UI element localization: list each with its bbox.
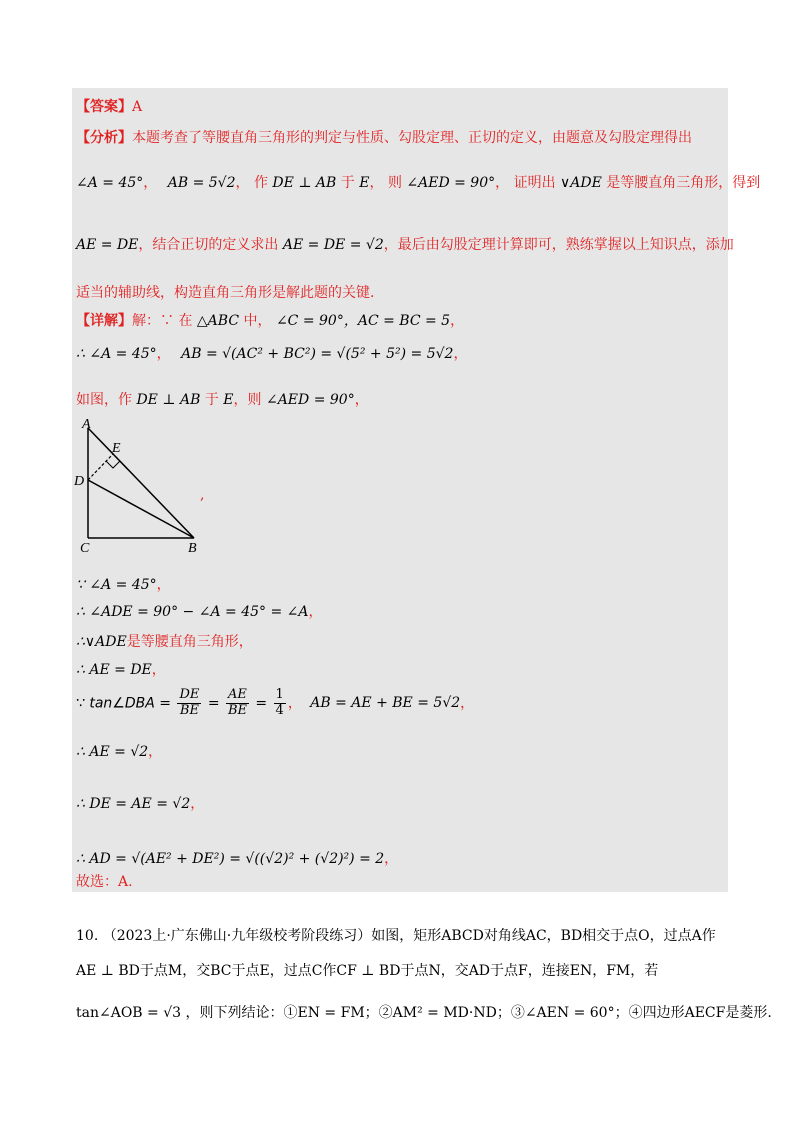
analysis-label: 【分析】 — [76, 130, 132, 146]
detail-text-3c: 于 — [204, 392, 219, 408]
math-step-3: ∴∨ADE — [76, 634, 127, 650]
text-zhengming: 证明出 — [513, 175, 556, 191]
math-tri-abc: △ABC — [196, 313, 240, 329]
detail-text-3e: ，则 — [233, 392, 262, 408]
math-step-4: ∴ AE = DE — [76, 662, 152, 678]
detail-text-1a: 解：∵ 在 — [132, 313, 193, 329]
step-5: ∵ tan∠DBA = $\frac{DE}{BE}$ = $\frac{AE}{BE}$ = $\frac{1}{4}$ ， AB = AE + BE = 5√2， — [76, 687, 475, 718]
step-1: ∵ ∠A = 45°， — [76, 577, 171, 593]
math-ae-de-root2: AE = DE = √2 — [282, 237, 384, 253]
answer-line — [76, 100, 142, 114]
math-ab-pythag: AB = √(AC² + BC²) = √(5² + 5²) = 5√2 — [181, 346, 454, 362]
text-zuo: 作 — [253, 175, 268, 191]
analysis-line-3 — [76, 238, 734, 252]
math-step-1: ∵ ∠A = 45° — [76, 577, 157, 593]
conclusion-text: 故选：A. — [76, 874, 133, 890]
math-ae-de: AE = DE — [76, 237, 139, 253]
math-step-2: ∴ ∠ADE = 90° − ∠A = 45° = ∠A — [76, 604, 309, 620]
math-step-6: ∴ AE = √2 — [76, 744, 149, 760]
detail-line-1: 【详解】解：∵ 在 △ABC 中， ∠C = 90°，AC = BC = 5， — [76, 313, 465, 329]
frac1-top: DE — [179, 687, 200, 702]
answer-value: A — [132, 99, 143, 115]
question-line-3: tan∠AOB = √3 ，则下列结论：①EN = FM；②AM² = MD·ND；③∠AEN = 60°；④四边形AECF是菱形. — [76, 1005, 772, 1021]
math-angle-aed-2: ∠AED = 90° — [265, 392, 355, 408]
math-step-7: ∴ DE = AE = √2 — [76, 796, 191, 812]
eq-1: = — [207, 695, 220, 712]
detail-line-3: 如图，作 DE ⊥ AB 于 E，则 ∠AED = 90°， — [76, 392, 369, 408]
step-4: ∴ AE = DE， — [76, 662, 166, 678]
detail-text-3a: 如图，作 — [76, 392, 132, 408]
detail-text-1c: 中， — [243, 313, 272, 329]
text-conclusion: 是等腰直角三角形，得到 — [606, 175, 761, 191]
math-tri-ade: ∨ADE — [560, 175, 602, 191]
math-ab-sum: AB = AE + BE = 5√2 — [310, 695, 461, 712]
math-angle-aed: ∠AED = 90° — [406, 175, 496, 191]
math-angle-a: ∠A = 45° — [76, 175, 144, 191]
text-yu: 于 — [340, 175, 355, 191]
frac3-top: 1 — [275, 687, 284, 702]
step-7: ∴ DE = AE = √2， — [76, 796, 205, 812]
label-e: E — [112, 441, 121, 456]
frac2-top: AE — [228, 687, 247, 702]
fraction-ae-be — [226, 688, 249, 719]
question-line-1: 10. （2023上·广东佛山·九年级校考阶段练习）如图，矩形ABCD对角线AC，BD相交于点O，过点A作 — [76, 928, 716, 944]
detail-label: 【详解】 — [76, 313, 132, 329]
conclusion-line — [76, 875, 133, 889]
eq-2: = — [255, 695, 268, 712]
math-given: ∠C = 90°，AC = BC = 5 — [275, 313, 451, 329]
label-b: B — [188, 541, 197, 554]
answer-label: 【答案】 — [76, 99, 132, 115]
analysis-line-4 — [76, 286, 374, 300]
math-e: E — [359, 175, 370, 191]
triangle-figure — [74, 418, 214, 554]
frac1-bot: BE — [179, 702, 199, 718]
math-ab: AB = 5√2 — [167, 175, 236, 191]
frac3-bot: 4 — [275, 702, 284, 718]
label-d: D — [74, 474, 85, 489]
step-2: ∴ ∠ADE = 90° − ∠A = 45° = ∠A， — [76, 604, 323, 620]
analysis-text-1: 本题考查了等腰直角三角形的判定与性质、勾股定理、正切的定义，由题意及勾股定理得出 — [132, 130, 692, 146]
fraction-de-be — [177, 688, 201, 719]
frac2-bot: BE — [227, 702, 247, 718]
text-ze: 则 — [387, 175, 402, 191]
analysis-text-3b: ，最后由勾股定理计算即可，熟练掌握以上知识点，添加 — [383, 237, 734, 253]
analysis-text-3a: ，结合正切的定义求出 — [138, 237, 279, 253]
step-6: ∴ AE = √2， — [76, 744, 163, 760]
detail-line-2: ∴ ∠A = 45°， AB = √(AC² + BC²) = √(5² + 5²) = 5√2， — [76, 346, 468, 362]
label-c: C — [80, 541, 90, 554]
figure-comma: , — [200, 487, 205, 503]
math-de-perp-ab-2: DE ⊥ AB — [136, 392, 201, 408]
math-tan: ∵ tan∠DBA = — [76, 695, 171, 712]
analysis-text-4: 适当的辅助线，构造直角三角形是解此题的关键. — [76, 285, 375, 301]
math-e-2: E — [223, 392, 234, 408]
analysis-line-2: ∠A = 45°， AB = 5√2， 作 DE ⊥ AB 于 E， 则 ∠AED = 90°， 证明出 ∨ADE 是等腰直角三角形，得到 — [76, 175, 761, 191]
step-3 — [76, 635, 253, 649]
step-8: ∴ AD = √(AE² + DE²) = √((√2)² + (√2)²) = 2， — [76, 851, 399, 867]
question-line-2: AE ⊥ BD于点M，交BC于点E，过点C作CF ⊥ BD于点N，交AD于点F，连接EN，FM，若 — [76, 963, 659, 979]
fraction-one-quarter — [274, 688, 286, 719]
math-de-perp-ab: DE ⊥ AB — [272, 175, 337, 191]
math-step-8: ∴ AD = √(AE² + DE²) = √((√2)² + (√2)²) = 2 — [76, 851, 385, 867]
math-angle-a-45: ∴ ∠A = 45° — [76, 346, 157, 362]
step-3-text: 是等腰直角三角形， — [126, 634, 253, 650]
label-a: A — [82, 418, 91, 432]
analysis-line-1 — [76, 131, 692, 145]
